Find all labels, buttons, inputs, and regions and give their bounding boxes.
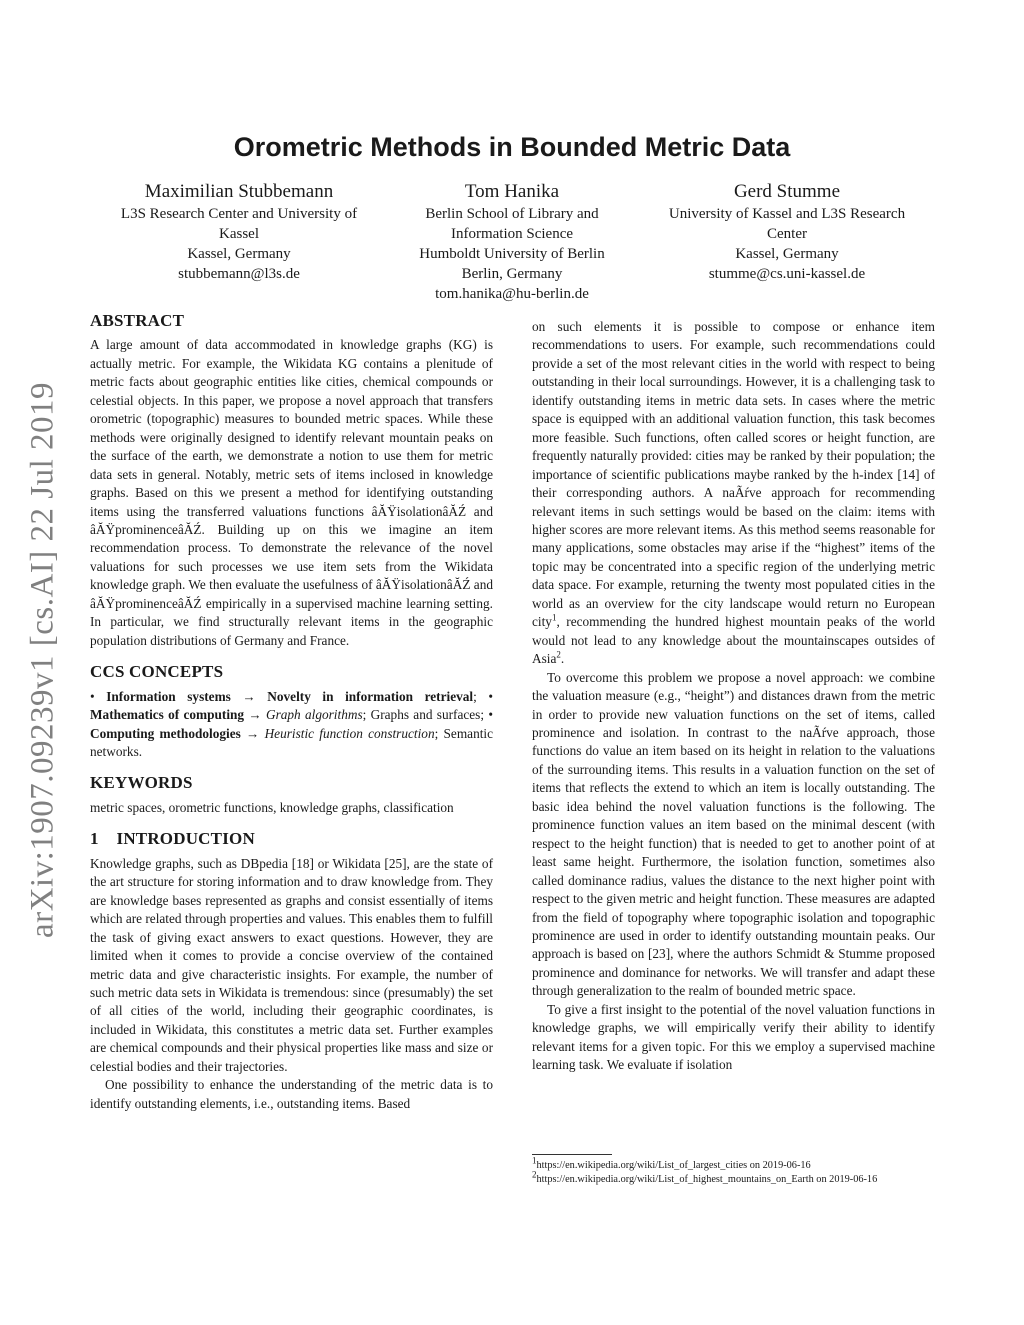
author-name: Gerd Stumme <box>733 181 841 202</box>
introduction-section <box>90 830 493 1113</box>
author-location: Kassel, Germany <box>187 246 291 262</box>
right-column <box>532 318 935 1075</box>
footnote-1-link[interactable]: https://en.wikipedia.org/wiki/List_of_largest_cities on 2019-06-16 <box>536 1160 811 1171</box>
keywords-section <box>90 774 493 817</box>
footnote-ref-2[interactable]: 2 <box>556 649 561 660</box>
ccs-target-2: Graph algorithms <box>265 707 363 723</box>
intro-paragraph-3: To overcome this problem we propose a novel approach: we combine the valuation measure (e.g., “height”) and distances drawn from the metric in order to provide new valuation functions on the set of items, called prominence and isolation. In contrast to the naÃŕve approach, those functions do value an item based on its height in relation to the valuations of the surrounding items. This results in a valuation function on the set of items that reflects the extend to which an item is locally outstanding. The basic idea behind the novel valuation functions is the following. The prominence function values an item based on the minimal descent (with respect to the height function) that is needed to get to another point of at least same height. Furthermore, the isolation function, sometimes also called dominance radius, values the distance to the next higher point with respect to the given metric and height function. These measures are adapted from the field of topography where topographic isolation and topographic prominence are used in order to identify outstanding mountain peaks. Our approach is based on [23], where the authors Schmidt & Stumme proposed prominence and dominance for networks. We will transfer and adapt these through generalization to the realm of bounded metric space. <box>532 669 935 999</box>
author-affiliation: L3S Research Center and University of Kassel <box>120 206 358 242</box>
author-email: stubbemann@l3s.de <box>178 266 300 282</box>
abstract-text: A large amount of data accommodated in knowledge graphs (KG) is actually metric. For example, the Wikidata KG contains a plenitude of metric facts about geographic entities like cities, chemical compounds or celestial objects. In this paper, we propose a novel approach that transfers orometric (topographic) measures to bounded metric spaces. While these methods were originally designed to identify relevant mountain peaks on the surface of the earth, we demonstrate a notion to use them for metric data sets in general. Notably, metric sets of items inclosed in knowledge graphs. Based on this we present a method for identifying outstanding items using the transferred valuations functions âĂŸisolationâĂŹ and âĂŸprominenceâĂŹ. Building up on this we imagine an item recommendation process. To demonstrate the relevance of the novel valuations for such processes we use item sets from the Wikidata knowledge graph. We then evaluate the usefulness of âĂŸisolationâĂŹ and âĂŸprominenceâĂŹ empirically in a supervised machine learning setting. In particular, we find structurally relevant items in the geographic population distributions of Germany and France. <box>90 337 493 648</box>
author-location: Berlin, Germany <box>461 266 563 282</box>
ccs-item-2: Mathematics of computing <box>90 707 245 723</box>
intro-paragraph-1: Knowledge graphs, such as DBpedia [18] or Wikidata [25], are the state of the art structure for storing information and to draw knowledge from. They are knowledge bases represented as graphs and consist essentially of items which are related through properties and values. This enables them to fulfill the task of giving exact answers to exact questions. However, they are limited when it comes to provide a concise overview of the contained metric data and give characteristic insights. For example, the number of such metric data sets in Wikidata is tremendous: since (presumably) the set of all cities of the world, including their geographic coordinates, is included in Wikidata, this constitutes a metric data set. Further examples are chemical compounds and their physical properties like mass and size or celestial bodies and their trajectories. <box>90 855 493 1074</box>
footnote-rule <box>532 1154 612 1155</box>
intro-paragraph-2-start: One possibility to enhance the understanding of the metric data is to identify outstanding elements, i.e., outstanding items. Based <box>90 1077 493 1111</box>
footnote-2-link[interactable]: https://en.wikipedia.org/wiki/List_of_highest_mountains_on_Earth on 2019-06-16 <box>536 1174 878 1185</box>
author-name: Maximilian Stubbemann <box>144 181 334 202</box>
arxiv-id-text: arXiv:1907.09239v1 [cs.AI] 22 Jul 2019 <box>24 381 61 939</box>
author-affiliation: University of Kassel and L3S Research Center <box>668 206 906 242</box>
keywords-text: metric spaces, orometric functions, knowledge graphs, classification <box>90 799 454 815</box>
ccs-item-3: Computing methodologies <box>90 725 241 741</box>
footnote-2: $^2$https://en.wikipedia.org/wiki/List_of_highest_mountains_on_Earth on 2019-06-16 <box>532 1169 878 1185</box>
footnote-ref-1[interactable]: 1 <box>551 612 557 623</box>
ccs-concepts: • Information systems → Novelty in information retrieval; • Mathematics of computing → Graph algorithms; Graphs and surfaces; • Computing methodologies → Heuristic function construction; Semantic networks. <box>90 688 494 759</box>
footnotes <box>532 1154 942 1187</box>
author-block-3 <box>650 181 924 284</box>
ccs-target-1: Novelty in information retrieval <box>267 688 474 704</box>
paper-title: Orometric Methods in Bounded Metric Data <box>233 132 791 162</box>
author-affiliation-2: Humboldt University of Berlin <box>419 246 605 262</box>
introduction-heading: 1 INTRODUCTION <box>90 829 255 849</box>
keywords-heading: KEYWORDS <box>90 773 193 793</box>
intro-paragraph-4: To give a first insight to the potential of the novel valuation functions in knowledge graphs, we will empirically verify their ability to identify relevant items for a given topic. For this we employ a supervised machine learning task. We evaluate if isolation <box>532 1001 935 1073</box>
abstract-heading: ABSTRACT <box>90 311 185 330</box>
left-column <box>90 312 493 1113</box>
ccs-target-3: Heuristic function construction <box>264 725 435 741</box>
intro-paragraph-2-continued: on such elements it is possible to compose or enhance item recommendations to users. For example, such recommendations could provide a set of the most relevant cities in the world with respect to being outstanding in their local surroundings. However, it is a challenging task to identify outstanding items in metric data sets. In cases where the metric space is equipped with an additional valuation function, this task becomes more feasible. Such functions, often called scores or height function, are frequently naturally provided: cities may be ranked by their population; the importance of scientific publications maybe ranked by the h-index [14] of their corresponding authors. A naÃŕve approach for recommending relevant items in such settings would be based on the claim: items with higher scores are more relevant items. As this method seems reasonable for many applications, some obstacles may arise if the “highest” items of the topic may be concentrated into a specific region of the underlying metric data space. For example, returning the twenty most populated cities in the world as an overview for the city landscape would return no European city$^1$, recommending the hundred highest mountain peaks of the world would not lead to any knowledge about the mountainscapes outsides of Asia$^2$. <box>532 319 935 667</box>
author-email: tom.hanika@hu-berlin.de <box>435 286 589 302</box>
footnote-1: $^1$https://en.wikipedia.org/wiki/List_of_largest_cities on 2019-06-16 <box>532 1155 811 1171</box>
author-email: stumme@cs.uni-kassel.de <box>708 266 866 282</box>
ccs-section <box>90 663 493 761</box>
ccs-item-1: Information systems <box>106 688 231 704</box>
author-affiliation: Berlin School of Library and Information Science <box>425 206 599 242</box>
arxiv-identifier-stamp <box>18 0 68 1325</box>
ccs-heading: CCS CONCEPTS <box>90 662 224 682</box>
author-block-2 <box>395 181 629 304</box>
author-block-1 <box>108 181 370 284</box>
author-name: Tom Hanika <box>464 181 560 202</box>
author-location: Kassel, Germany <box>735 246 839 262</box>
